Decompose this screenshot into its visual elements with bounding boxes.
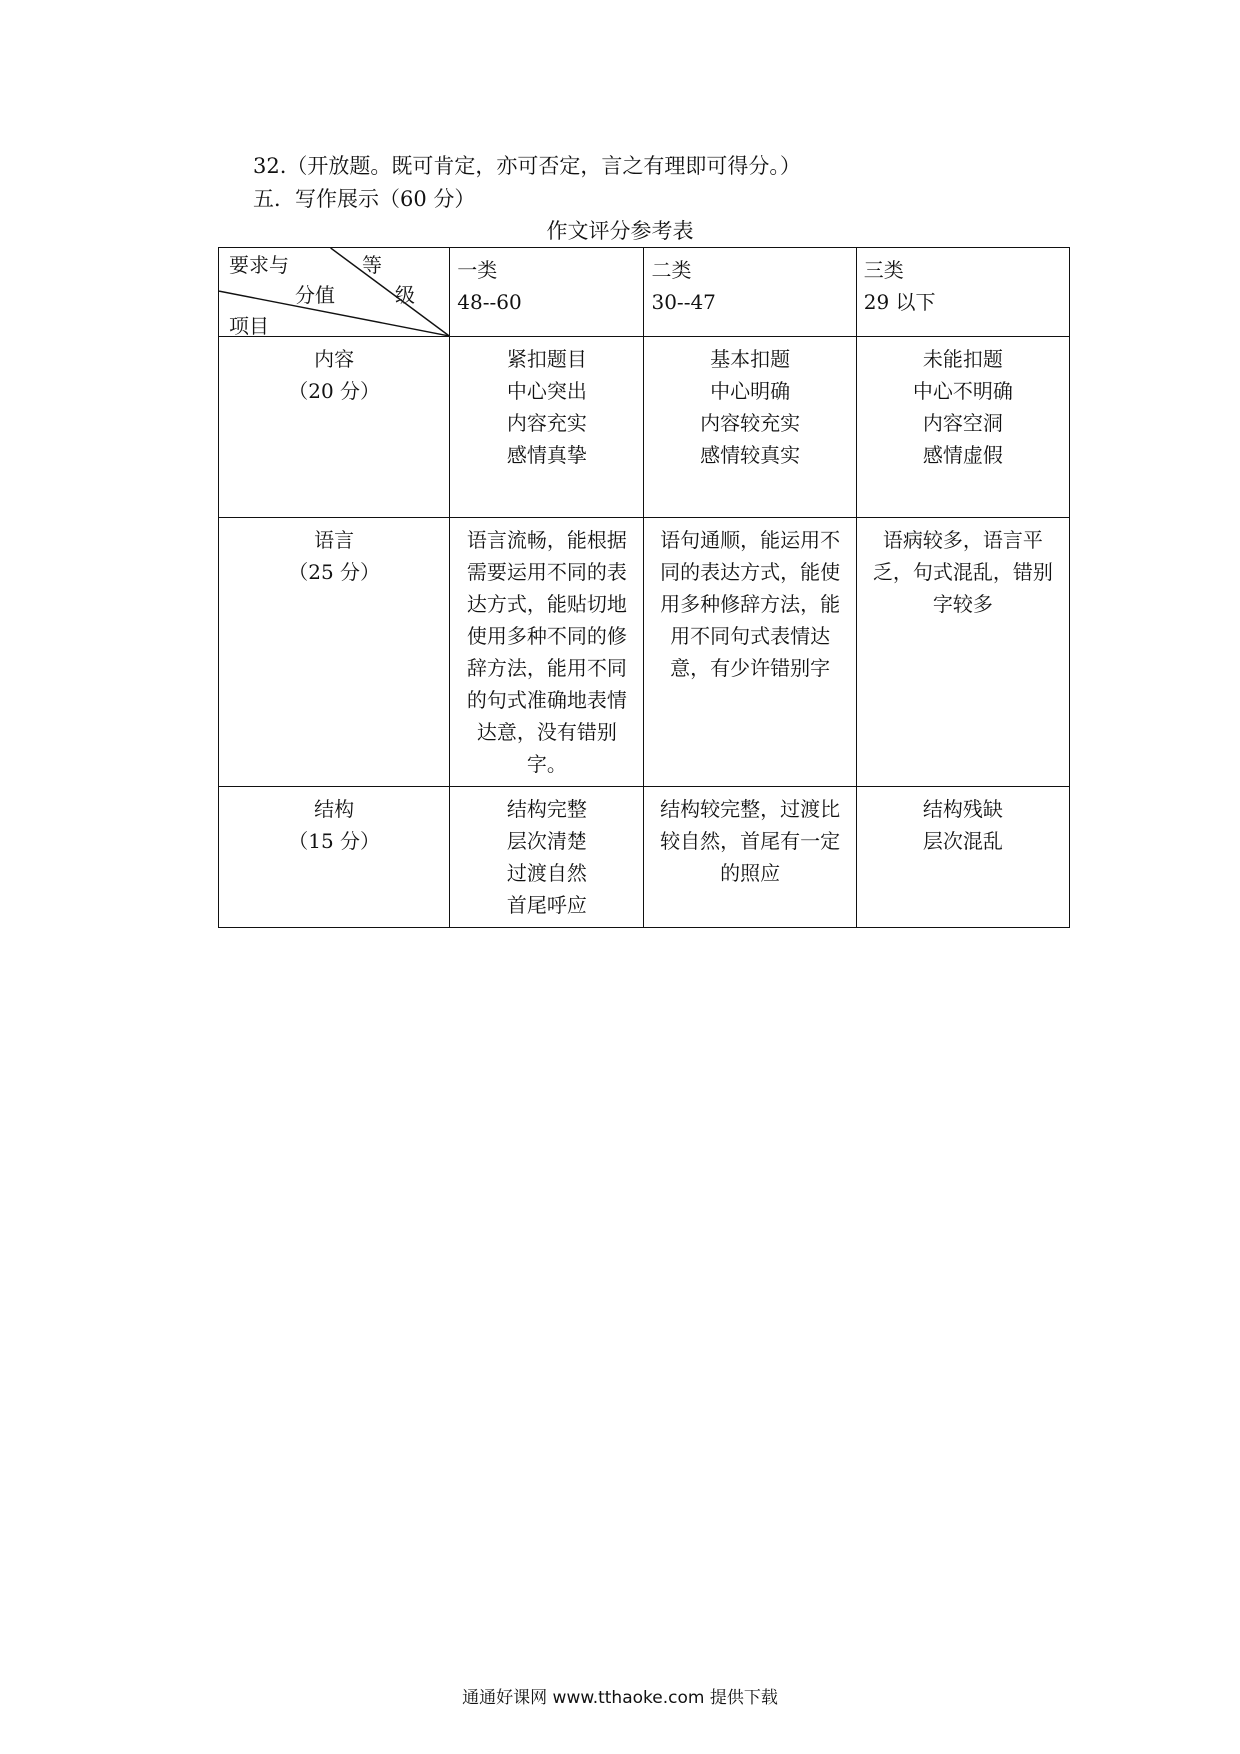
criteria-line: 感情虚假	[922, 443, 1003, 467]
criteria-cell	[450, 518, 644, 787]
criteria-line: 未能扣题	[922, 347, 1003, 371]
table-row	[219, 787, 1070, 928]
item-points: （25 分）	[288, 560, 381, 584]
corner-label-requirement: 要求与	[229, 253, 289, 277]
criteria-cell	[450, 787, 644, 928]
table-row	[219, 337, 1070, 518]
grade-name: 三类	[863, 258, 904, 282]
criteria-line: 层次混乱	[922, 829, 1003, 853]
criteria-line: 感情真挚	[506, 443, 587, 467]
grade-range: 48--60	[457, 290, 522, 314]
criteria-line: 过渡自然	[506, 861, 587, 885]
criteria-cell	[856, 337, 1069, 518]
grade-header	[856, 248, 1069, 337]
criteria-line: 基本扣题	[710, 347, 791, 371]
criteria-line: 结构完整	[506, 797, 587, 821]
criteria-text: 语病较多，语言平乏，句式混乱，错别字较多	[872, 528, 1053, 616]
criteria-text: 语言流畅，能根据需要运用不同的表达方式，能贴切地使用多种不同的修辞方法，能用不同的句式准确地表情达意，没有错别字。	[466, 528, 627, 776]
criteria-line: 中心突出	[506, 379, 587, 403]
item-points: （20 分）	[288, 379, 381, 403]
criteria-line: 内容空洞	[922, 411, 1003, 435]
table-row	[219, 518, 1070, 787]
criteria-line: 中心明确	[710, 379, 791, 403]
criteria-cell	[856, 518, 1069, 787]
criteria-line: 中心不明确	[912, 379, 1013, 403]
item-cell	[219, 787, 450, 928]
item-cell	[219, 518, 450, 787]
question-32-answer: 32.（开放题。既可肯定，亦可否定，言之有理即可得分。）	[253, 154, 801, 178]
corner-label-score: 分值	[295, 283, 335, 307]
criteria-line: 结构残缺	[922, 797, 1003, 821]
grade-name: 一类	[457, 258, 498, 282]
criteria-line: 感情较真实	[700, 443, 801, 467]
corner-label-item: 项目	[229, 314, 269, 337]
grade-range: 30--47	[651, 290, 716, 314]
criteria-line: 紧扣题目	[506, 347, 587, 371]
header-corner-cell	[219, 248, 450, 337]
scoring-table	[218, 247, 1070, 928]
criteria-cell	[450, 337, 644, 518]
criteria-text: 结构较完整，过渡比较自然，首尾有一定的照应	[660, 797, 841, 885]
item-name: 内容	[314, 347, 355, 371]
criteria-text: 语句通顺，能运用不同的表达方式，能使用多种修辞方法，能用不同句式表情达意，有少许错别字	[660, 528, 841, 680]
grade-name: 二类	[651, 258, 692, 282]
grade-header	[644, 248, 856, 337]
item-name: 结构	[314, 797, 355, 821]
criteria-cell	[644, 518, 856, 787]
criteria-line: 内容较充实	[700, 411, 801, 435]
item-name: 语言	[314, 528, 355, 552]
criteria-cell	[644, 787, 856, 928]
table-header-row	[219, 248, 1070, 337]
criteria-line: 首尾呼应	[506, 893, 587, 917]
corner-label-grade-2: 级	[395, 283, 415, 307]
grade-header	[450, 248, 644, 337]
criteria-cell	[856, 787, 1069, 928]
table-caption: 作文评分参考表	[546, 219, 694, 243]
page-footer: 通通好课网 www.tthaoke.com 提供下载	[462, 1688, 778, 1708]
item-points: （15 分）	[288, 829, 381, 853]
criteria-cell	[644, 337, 856, 518]
grade-range: 29 以下	[863, 290, 936, 314]
criteria-line: 内容充实	[506, 411, 587, 435]
item-cell	[219, 337, 450, 518]
section-5-heading: 五．写作展示（60 分）	[253, 187, 476, 211]
criteria-line: 层次清楚	[506, 829, 587, 853]
corner-label-grade-1: 等	[362, 253, 382, 277]
